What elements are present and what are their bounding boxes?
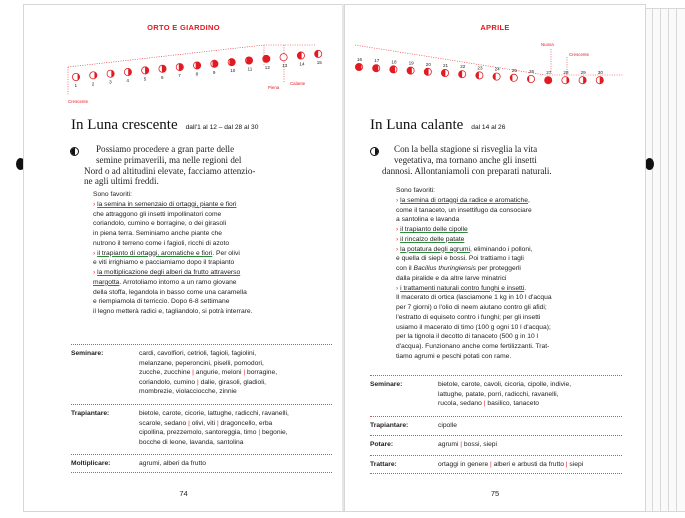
new-moon-label: Nuova bbox=[541, 42, 554, 47]
arrow-icon: › bbox=[93, 269, 98, 276]
left-favorites bbox=[93, 190, 252, 317]
right-page-number: 75 bbox=[490, 489, 500, 498]
plain-text: e viti irrighiamo e pacciamiamo dopo il trapianto bbox=[93, 259, 235, 267]
right-page bbox=[344, 4, 646, 512]
plain-text: che attraggono gli insetti impollinatori come bbox=[93, 210, 222, 218]
moon-day-number: 7 bbox=[178, 73, 181, 79]
intro-line: Con la bella stagione si risveglia la vita bbox=[394, 144, 538, 154]
favorite-line bbox=[93, 219, 252, 229]
moon-day-number: 25 bbox=[511, 67, 517, 73]
plain-text: coriandolo, cumino e borragine, o dei girasoli bbox=[93, 220, 227, 228]
row-value: agrumi, alberi da frutto bbox=[139, 460, 206, 468]
moon-day-number: 17 bbox=[374, 58, 380, 64]
moon-phase-icon bbox=[476, 72, 483, 79]
moon-day-number: 2 bbox=[91, 81, 95, 87]
favorite-line bbox=[396, 235, 552, 245]
plain-text: . Arrotoliamo intorno a un ramo giovane bbox=[119, 278, 237, 286]
favorite-line bbox=[396, 303, 552, 313]
moon-phase-icon bbox=[441, 69, 448, 76]
moon-day-number: 8 bbox=[195, 71, 199, 77]
intro-line: vegetativa, ma tornano anche gli insetti bbox=[394, 154, 537, 165]
table-row bbox=[71, 404, 332, 450]
moon-day-number: 6 bbox=[161, 74, 164, 80]
cycle-curve bbox=[68, 45, 316, 67]
table-end-rule bbox=[370, 473, 622, 474]
left-page-number: 74 bbox=[179, 489, 188, 498]
favorite-line bbox=[93, 307, 252, 317]
moon-day-number: 5 bbox=[143, 76, 147, 82]
moon-phase-icon bbox=[72, 73, 79, 80]
moon-day-number: 14 bbox=[299, 61, 305, 67]
moon-phase-icon bbox=[355, 63, 362, 70]
favorite-line bbox=[396, 313, 552, 323]
plain-text: , eliminando i polloni, bbox=[469, 245, 533, 253]
favorite-line bbox=[396, 342, 552, 352]
row-label: Trattare: bbox=[370, 460, 397, 468]
plain-text: e quella di siepi e bossi. Poi trattiamo i tagli bbox=[396, 255, 524, 263]
moon-phase-icon bbox=[527, 75, 534, 82]
row-value: lattughe, patate, porri, radicchi, ravanelli, bbox=[438, 390, 559, 398]
arrow-icon: › bbox=[396, 235, 401, 243]
moon-phase-icon bbox=[263, 55, 270, 62]
plain-text: per la tignola il decotto di tanaceto (500 g in 10 l bbox=[396, 333, 539, 341]
moon-phase-icon bbox=[228, 59, 235, 66]
favorite-line bbox=[396, 254, 552, 264]
moon-phase-icon bbox=[194, 62, 201, 69]
plain-text: l'estratto di equiseto contro i funghi; per gli insetti bbox=[396, 313, 541, 321]
moon-day-number: 18 bbox=[391, 59, 397, 65]
highlight-text: i trattamenti naturali contro funghi e insetti bbox=[400, 284, 525, 292]
plain-text: . Per olivi bbox=[212, 249, 240, 257]
table-row bbox=[370, 455, 622, 473]
moon-phase-icon bbox=[493, 73, 500, 80]
favorite-line bbox=[396, 284, 552, 294]
row-value: ortaggi in genere | alberi e arbusti da frutto | siepi bbox=[438, 460, 584, 468]
left-favorites-title: Sono favoriti: bbox=[93, 191, 133, 198]
plain-text: nutrono il terreno come i fagioli, ricchi di azoto bbox=[93, 239, 230, 247]
table-row bbox=[370, 375, 622, 412]
moon-day-number: 11 bbox=[247, 66, 253, 72]
right-heading bbox=[370, 117, 505, 134]
separator-icon: | bbox=[195, 378, 201, 386]
crescent-label: Crescente bbox=[68, 99, 89, 104]
right-edge-marker bbox=[645, 158, 654, 170]
highlight-text: il rincalzo delle patate bbox=[400, 235, 465, 243]
right-favorites bbox=[396, 186, 552, 362]
moon-phase-icon bbox=[596, 77, 603, 84]
plain-text: e riempiamola di terriccio. Dopo 6-8 settimane bbox=[93, 298, 230, 306]
row-label: Moltiplicare: bbox=[71, 460, 111, 468]
right-moon-calendar bbox=[345, 35, 645, 107]
moon-day-number: 23 bbox=[477, 65, 483, 71]
right-page-header: APRILE bbox=[480, 23, 510, 32]
left-moon-calendar bbox=[24, 35, 343, 107]
waning-label: Calante bbox=[290, 81, 306, 86]
plain-text: . bbox=[524, 284, 527, 292]
table-row bbox=[370, 416, 622, 434]
plain-text: dalla piralide e da altre larve minatrici bbox=[396, 274, 507, 282]
moon-day-number: 28 bbox=[563, 70, 569, 76]
separator-icon: | bbox=[241, 369, 247, 377]
table-row bbox=[71, 344, 332, 400]
intro-line: ne agli ultimi freddi. bbox=[84, 176, 159, 187]
moon-phase-icon bbox=[124, 68, 131, 75]
moon-phase-icon bbox=[562, 77, 569, 84]
right-intro-text bbox=[382, 144, 552, 176]
moon-day-number: 19 bbox=[408, 60, 414, 66]
row-value: scarole, sedano | olivi, viti | dragoncello, erba bbox=[139, 419, 273, 427]
row-value: coriandolo, cumino | dalie, girasoli, gladioli, bbox=[139, 378, 267, 386]
arrow-icon: › bbox=[396, 196, 401, 204]
separator-icon: | bbox=[488, 460, 494, 468]
favorite-line bbox=[396, 215, 552, 225]
moon-day-number: 24 bbox=[494, 66, 500, 72]
row-value: bietole, carote, cavoli, cicoria, cipolle, indivie, bbox=[438, 381, 572, 388]
separator-icon: | bbox=[186, 419, 192, 427]
moon-phase-icon bbox=[579, 77, 586, 84]
moon-phase-icon bbox=[424, 68, 431, 75]
highlight-text: la semina di ortaggi da radice e aromatiche bbox=[400, 196, 528, 204]
left-heading bbox=[71, 117, 258, 134]
arrow-icon: › bbox=[396, 226, 401, 233]
highlight-text: la moltiplicazione degli alberi da frutto attraverso bbox=[97, 269, 241, 276]
moon-day-number: 30 bbox=[597, 70, 603, 76]
plain-text: in piena terra. Seminiamo anche piante che bbox=[93, 230, 222, 237]
moon-day-number: 12 bbox=[264, 64, 270, 70]
arrow-icon: › bbox=[396, 284, 401, 292]
first-quarter-moon-icon bbox=[70, 147, 79, 156]
row-value: cipolle bbox=[438, 421, 457, 429]
moon-day-number: 20 bbox=[425, 61, 431, 67]
row-value: melanzane, peperoncini, piselli, pomodori, bbox=[139, 359, 264, 367]
row-label: Trapiantare: bbox=[370, 421, 409, 429]
crescent-label: Crescente bbox=[569, 52, 590, 57]
plain-text: tiamo agrumi e peschi potati con rame. bbox=[396, 352, 512, 360]
moon-phase-icon bbox=[545, 77, 552, 84]
plain-text: a santolina e lavanda bbox=[396, 216, 460, 224]
plain-text: come il tanaceto, un insettifugo da consociare bbox=[396, 206, 532, 214]
moon-phase-icon bbox=[245, 57, 252, 64]
highlight-text: la semina in semenzaio di ortaggi, piante e fiori bbox=[97, 200, 237, 208]
highlight-text: la potatura degli agrumi bbox=[400, 245, 470, 253]
intro-line: semine primaverili, ma nelle regioni del bbox=[96, 154, 242, 165]
intro-line: dannosi. Allontaniamoli con preparati naturali. bbox=[382, 165, 552, 176]
row-value: zucche, zucchine | angurie, meloni | borragine, bbox=[139, 369, 278, 377]
row-value: agrumi | bossi, siepi bbox=[438, 441, 498, 449]
moon-phase-icon bbox=[390, 66, 397, 73]
moon-day-number: 1 bbox=[74, 83, 78, 88]
favorite-line bbox=[93, 239, 252, 249]
right-activity-table bbox=[370, 375, 622, 474]
highlight-text: il trapianto di ortaggi, aromatiche e fiori bbox=[97, 249, 213, 257]
left-heading-dates: dall'1 al 12 – dal 28 al 30 bbox=[185, 124, 259, 131]
row-value: cipollina, prezzemolo, santoreggia, timo | begonie, bbox=[139, 429, 288, 437]
moon-day-number: 22 bbox=[460, 64, 466, 70]
row-value: bietole, carote, cicorie, lattughe, radicchi, ravanelli, bbox=[139, 409, 289, 417]
arrow-icon: › bbox=[396, 245, 401, 253]
separator-icon: | bbox=[458, 441, 464, 449]
moon-day-number: 10 bbox=[230, 68, 236, 74]
right-heading-dates: dal 14 al 26 bbox=[471, 124, 506, 131]
moon-day-number: 3 bbox=[109, 79, 112, 85]
moon-phase-icon bbox=[297, 52, 304, 59]
moon-day-number: 15 bbox=[316, 59, 322, 65]
table-row bbox=[370, 435, 622, 453]
separator-icon: | bbox=[256, 429, 262, 437]
separator-icon: | bbox=[215, 419, 221, 427]
moon-phase-icon bbox=[159, 65, 166, 72]
left-intro-text bbox=[84, 144, 255, 187]
moon-phase-icon bbox=[211, 60, 218, 67]
moon-phase-icon bbox=[510, 74, 517, 81]
last-quarter-moon-icon bbox=[370, 147, 379, 156]
favorite-line bbox=[396, 206, 552, 216]
separator-icon: | bbox=[190, 369, 196, 377]
favorite-line bbox=[396, 264, 552, 274]
table-row bbox=[71, 454, 332, 472]
moon-day-number: 4 bbox=[126, 78, 129, 84]
favorite-line bbox=[93, 278, 252, 288]
row-value: mombrezie, violacciocche, zinnie bbox=[139, 388, 237, 396]
moon-day-number: 29 bbox=[580, 70, 586, 76]
left-heading-title: In Luna crescente bbox=[71, 117, 178, 133]
favorite-line bbox=[396, 332, 552, 342]
plain-text: per proteggerli bbox=[475, 265, 521, 272]
separator-icon: | bbox=[481, 400, 488, 408]
favorite-line bbox=[396, 323, 552, 333]
favorite-line bbox=[93, 268, 252, 278]
moon-day-number: 16 bbox=[357, 57, 363, 62]
favorite-line bbox=[93, 249, 252, 259]
intro-line: Nord o ad altitudini elevate, facciamo attenzio- bbox=[84, 165, 256, 176]
highlight-text: il trapianto delle cipolle bbox=[400, 226, 468, 233]
left-page-header: ORTO E GIARDINO bbox=[147, 23, 220, 32]
favorite-line bbox=[93, 200, 252, 210]
left-page bbox=[23, 4, 344, 512]
moon-phase-icon bbox=[176, 64, 183, 71]
arrow-icon: › bbox=[93, 249, 98, 257]
moon-phase-icon bbox=[107, 70, 114, 77]
favorite-line bbox=[93, 297, 252, 307]
plain-text: il legno metterà radici e, tagliandolo, si potrà interrare. bbox=[93, 308, 253, 315]
arrow-icon: › bbox=[93, 200, 98, 208]
moon-phase-icon bbox=[142, 67, 149, 74]
plain-text: della stoffa, legandola in basso come una caramella bbox=[93, 288, 247, 296]
favorite-line bbox=[396, 352, 552, 362]
row-label: Trapiantare: bbox=[71, 409, 110, 417]
favorite-line bbox=[396, 225, 552, 235]
italic-text: Bacillus thuringiensis bbox=[413, 265, 476, 272]
moon-day-number: 27 bbox=[546, 70, 552, 76]
plain-text: per 7 giorni) o l'olio di neem aiutano contro gli afidi; bbox=[396, 304, 547, 311]
row-value: cardi, cavolfiori, cetrioli, fagioli, fagiolini, bbox=[139, 350, 257, 357]
highlight-text: margotta bbox=[93, 278, 120, 286]
page-edge bbox=[676, 8, 685, 512]
plain-text: d'acqua). Funzionano anche come fertilizzanti. Trat- bbox=[396, 343, 550, 350]
moon-phase-icon bbox=[373, 65, 380, 72]
full-moon-label: Piena bbox=[268, 85, 280, 90]
moon-day-number: 9 bbox=[212, 69, 216, 75]
row-label: Seminare: bbox=[71, 350, 104, 357]
favorite-line bbox=[396, 274, 552, 284]
moon-phase-icon bbox=[280, 54, 287, 61]
row-value: rucola, sedano | basilico, tanaceto bbox=[438, 400, 540, 408]
row-label: Potare: bbox=[370, 441, 394, 449]
favorite-line bbox=[396, 245, 552, 255]
row-label: Seminare: bbox=[370, 381, 403, 388]
row-value: bocche di leone, lavanda, santolina bbox=[139, 438, 244, 446]
moon-phase-icon bbox=[315, 50, 322, 57]
plain-text: usiamo il macerato di timo (100 g ogni 10 l d'acqua); bbox=[396, 323, 551, 331]
left-activity-table bbox=[71, 344, 332, 473]
plain-text: , bbox=[527, 196, 530, 204]
right-heading-title: In Luna calante bbox=[370, 117, 464, 133]
favorite-line bbox=[93, 229, 252, 239]
separator-icon: | bbox=[563, 460, 570, 468]
moon-day-number: 26 bbox=[529, 69, 535, 74]
table-end-rule bbox=[71, 472, 332, 473]
favorite-line bbox=[93, 258, 252, 268]
favorite-line bbox=[93, 288, 252, 298]
moon-phase-icon bbox=[459, 71, 466, 78]
plain-text: con il bbox=[396, 265, 414, 272]
moon-day-number: 21 bbox=[443, 63, 449, 68]
plain-text: Il macerato di ortica (lasciamone 1 kg in 10 l d'acqua bbox=[396, 294, 552, 302]
favorite-line bbox=[396, 293, 552, 303]
favorite-line bbox=[396, 196, 552, 206]
moon-phase-icon bbox=[90, 72, 97, 79]
intro-line: Possiamo procedere a gran parte delle bbox=[96, 144, 235, 154]
moon-day-number: 13 bbox=[282, 63, 288, 69]
moon-phase-icon bbox=[407, 67, 414, 74]
right-favorites-title: Sono favoriti: bbox=[396, 187, 436, 194]
favorite-line bbox=[93, 210, 252, 220]
